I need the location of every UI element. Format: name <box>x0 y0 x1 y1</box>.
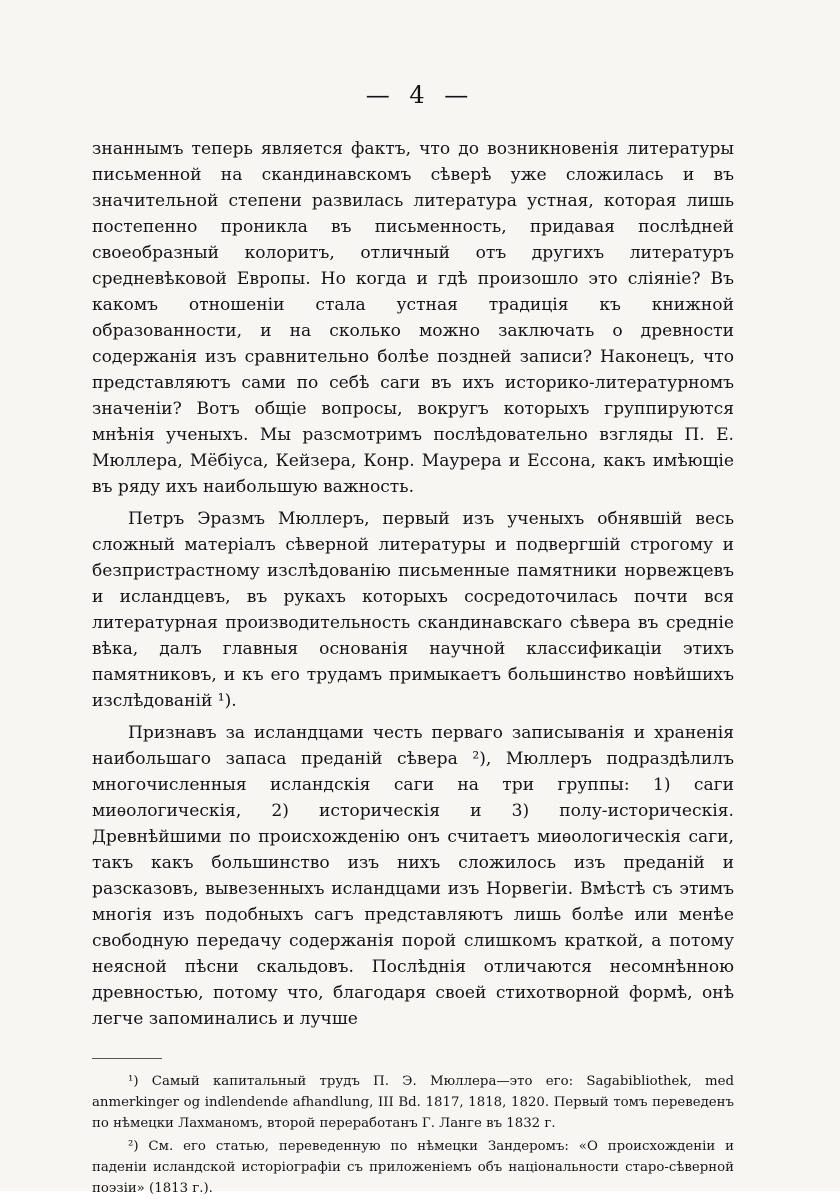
body-text <box>92 136 734 1032</box>
footnote: ²) См. его статью, переведенную по нѣмецки Зандеромъ: «О происхожденіи и паденіи исландской исторіографіи съ приложеніемъ объ національности старо-сѣверной поэзіи» (1813 г.). <box>92 1139 734 1196</box>
paragraph: Петръ Эразмъ Мюллеръ, первый изъ ученыхъ обнявшій весь сложный матеріалъ сѣверной литературы и подвергшій строгому и безпристрастному изслѣдованію письменные памятники норвежцевъ и исландцевъ, въ рукахъ которыхъ сосредоточилась почти вся литературная производительность скандинавскаго сѣвера въ средніе вѣка, далъ главныя основанія научной классификаціи этихъ памятниковъ, и къ его трудамъ примыкаетъ большинство новѣйшихъ изслѣдованій ¹). <box>92 509 734 711</box>
page-number: — 4 — <box>365 81 475 109</box>
footnote: ¹) Самый капитальный трудъ П. Э. Мюллера—это его: Sagabibliothek, med anmerkinger og indlendende afhandlung, III Bd. 1817, 1818, 1820. Первый томъ переведенъ по нѣмецки Лахманомъ, второй переработанъ Г. Ланге въ 1832 г. <box>92 1074 734 1131</box>
footnotes <box>92 1071 734 1199</box>
paragraph: знаннымъ теперь является фактъ, что до возникновенія литературы письменной на скандинавскомъ сѣверѣ уже сложилась и въ значительной степени развилась литература устная, которая лишь постепенно проникла въ письменность, придавая послѣдней своеобразный колоритъ, отличный отъ другихъ литературъ средневѣковой Европы. Но когда и гдѣ произошло это сліяніе? Въ какомъ отношеніи стала устная традиція къ книжной образованности, и на сколько можно заключать о древности содержанія изъ сравнительно болѣе поздней записи? Наконецъ, что представляютъ сами по себѣ саги въ ихъ историко-литературномъ значеніи? Вотъ общіе вопросы, вокругъ которыхъ группируются мнѣнія ученыхъ. Мы разсмотримъ послѣдовательно взгляды П. Е. Мюллера, Мёбіуса, Кейзера, Конр. Маурера и Ессона, какъ имѣющіе въ ряду ихъ наибольшую важность. <box>92 139 734 497</box>
paragraph: Признавъ за исландцами честь перваго записыванія и храненія наибольшаго запаса преданій сѣвера ²), Мюллеръ подраздѣлилъ многочисленныя исландскія саги на три группы: 1) саги миѳологическія, 2) историческія и 3) полу-историческія. Древнѣйшими по происхожденію онъ считаетъ миѳологическія саги, такъ какъ большинство изъ нихъ сложилось изъ преданій и разсказовъ, вывезенныхъ исландцами изъ Норвегіи. Вмѣстѣ съ этимъ многія изъ подобныхъ сагъ представляютъ лишь болѣе или менѣе свободную передачу содержанія порой слишкомъ краткой, а потому неясной пѣсни скальдовъ. Послѣднія отличаются несомнѣнною древностью, потому что, благодаря своей стихотворной формѣ, онѣ легче запоминались и лучше <box>92 723 734 1029</box>
footnote-separator <box>92 1058 162 1059</box>
